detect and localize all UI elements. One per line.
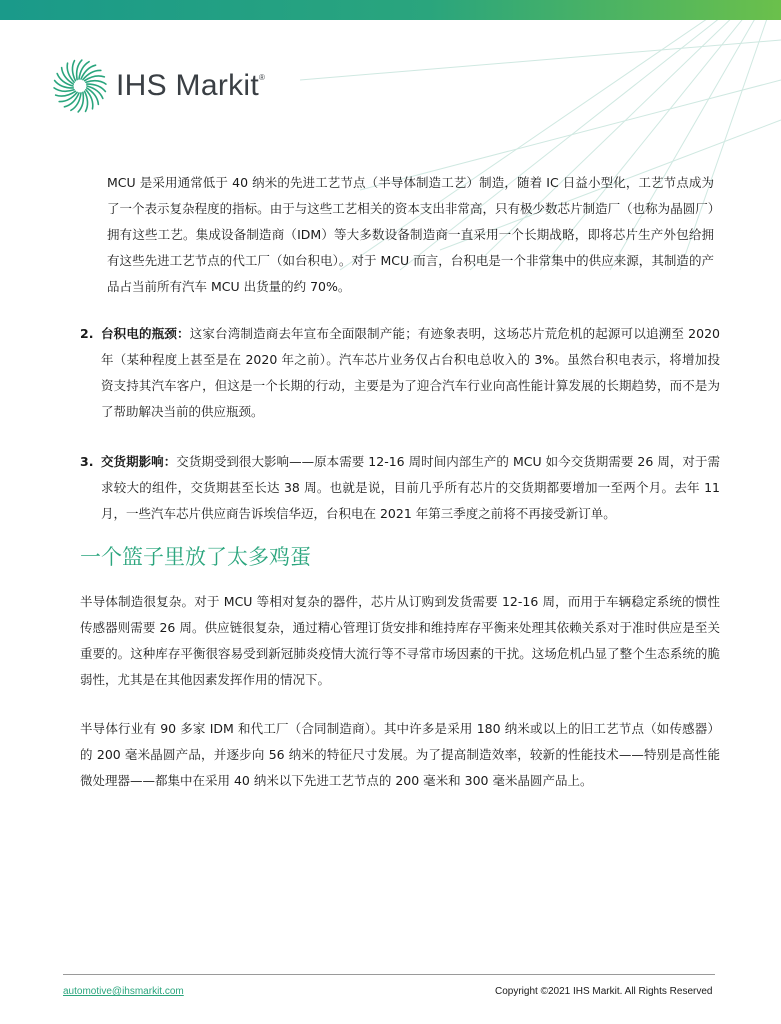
list-item-text: 交货期受到很大影响——原本需要 12-16 周时间内部生产的 MCU 如今交货期需要 26 周，对于需求较大的组件，交货期甚至长达 38 周。也就是说，目前几乎所有芯片的交货期都要增加一至两个月。去年 11 月，一些汽车芯片供应商告诉埃信华迈，台积电在 2021 年第三季度之前将不再接受新订单。 (101, 454, 720, 521)
intro-paragraph: MCU 是采用通常低于 40 纳米的先进工艺节点（半导体制造工艺）制造，随着 IC 日益小型化，工艺节点成为了一个表示复杂程度的指标。由于与这些工艺相关的资本支出非常高，只有极少数芯片制造厂（也称为晶圆厂）拥有这些工艺。集成设备制造商（IDM）等大多数设备制造商一直采用一个长期战略，即将芯片生产外包给拥有这些先进工艺节点的代工厂（如台积电）。对于 MCU 而言，台积电是一个非常集中的供应来源，其制造的产品占当前所有汽车 MCU 出货量的约 70%。 (107, 175, 714, 294)
section-heading: 一个篮子里放了太多鸡蛋 (80, 545, 311, 569)
logo-ray (72, 61, 75, 81)
footer-divider (63, 974, 715, 975)
list-item-title: 台积电的瓶颈： (101, 326, 190, 341)
footer-email-link[interactable]: automotive@ihsmarkit.com (63, 986, 184, 997)
header-gradient-bar (0, 0, 781, 20)
body-paragraph: 半导体制造很复杂。对于 MCU 等相对复杂的器件，芯片从订购到发货需要 12-16 周，而用于车辆稳定系统的惯性传感器则需要 26 周。供应链很复杂，通过精心管理订货安排和维持库存平衡来处理其依赖关系对于准时供应是至关重要的。这种库存平衡很容易受到新冠肺炎疫情大流行等不寻常市场因素的干扰。这场危机凸显了整个生态系统的脆弱性，尤其是在其他因素发挥作用的情况下。 (80, 594, 720, 687)
list-number: 2. (80, 326, 94, 341)
list-number: 3. (80, 454, 94, 469)
brand-name: IHS Markit® (116, 69, 266, 102)
list-item-title: 交货期影响： (101, 454, 177, 469)
list-item-body (101, 321, 720, 425)
logo-ray (85, 91, 88, 111)
brand-logo (52, 56, 265, 116)
list-item (80, 321, 720, 425)
body-paragraph: 半导体行业有 90 多家 IDM 和代工厂（合同制造商）。其中许多是采用 180 纳米或以上的旧工艺节点（如传感器）的 200 毫米晶圆产品，并逐步向 56 纳米的特征尺寸发展。为了提高制造效率，较新的性能技术——特别是高性能微处理器——都集中在采用 40 纳米以下先进工艺节点的 200 毫米和 300 毫米晶圆产品上。 (80, 721, 720, 788)
list-item-text: 这家台湾制造商去年宣布全面限制产能；有迹象表明，这场芯片荒危机的起源可以追溯至 2020 年（某种程度上甚至是在 2020 年之前）。汽车芯片业务仅占台积电总收入的 3%。虽然台积电表示，将增加投资支持其汽车客户，但这是一个长期的行动，主要是为了迎合汽车行业向高性能计算发展的长期趋势，而不是为了帮助解决当前的供应瓶颈。 (101, 326, 720, 419)
sunburst-logo-icon (52, 58, 108, 114)
list-item-body (101, 449, 720, 527)
list-item (80, 449, 720, 527)
footer-copyright: Copyright ©2021 IHS Markit. All Rights Reserved (495, 986, 713, 997)
